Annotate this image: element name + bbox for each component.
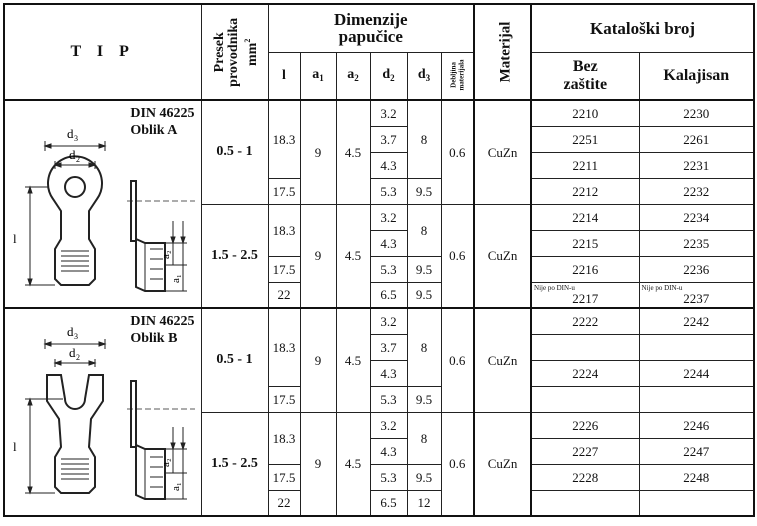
d3-b1-0: 8 — [407, 308, 441, 386]
l-b2-0: 18.3 — [268, 412, 300, 464]
svg-text:2: 2 — [76, 155, 80, 164]
l-a2-1: 17.5 — [268, 256, 300, 282]
d2-b1-1: 3.7 — [370, 334, 407, 360]
a1-b1: 9 — [300, 308, 336, 412]
d2-b1-0: 3.2 — [370, 308, 407, 334]
svg-text:2: 2 — [76, 353, 80, 362]
bez-a2-0: 2214 — [531, 204, 639, 230]
l-b2-2: 22 — [268, 490, 300, 516]
deb-a2: 0.6 — [441, 204, 474, 308]
bez-b2-1: 2227 — [531, 438, 639, 464]
bez-zastite-header: Bez zaštite — [531, 52, 639, 100]
shape-a-title: DIN 46225 Oblik A — [130, 106, 195, 138]
bez-a1-1: 2251 — [531, 126, 639, 152]
kal-a2-0: 2234 — [639, 204, 754, 230]
dimenzije-header: Dimenzije papučice — [268, 4, 474, 52]
presek-a1: 0.5 - 1 — [201, 100, 268, 204]
kal-b2-2: 2248 — [639, 464, 754, 490]
l-b1-1: 17.5 — [268, 386, 300, 412]
shape-b-title: DIN 46225 Oblik B — [130, 314, 195, 346]
kal-b2-1: 2247 — [639, 438, 754, 464]
d3-a1-0: 8 — [407, 100, 441, 178]
l-a1-1: 17.5 — [268, 178, 300, 204]
presek-header — [201, 4, 268, 100]
kal-a2-1: 2235 — [639, 230, 754, 256]
bez-a2-1: 2215 — [531, 230, 639, 256]
a1-a1: 9 — [300, 100, 336, 204]
d2-a1-3: 5.3 — [370, 178, 407, 204]
bez-b1-empty — [531, 334, 639, 360]
d2-b2-2: 5.3 — [370, 464, 407, 490]
d2-a1-1: 3.7 — [370, 126, 407, 152]
catalog-table-wrapper — [3, 3, 755, 517]
tip-header: T I P — [4, 4, 201, 100]
d3-a2-0: 8 — [407, 204, 441, 256]
d3-b2-1: 9.5 — [407, 464, 441, 490]
l-a2-0: 18.3 — [268, 204, 300, 256]
d3-b2-0: 8 — [407, 412, 441, 464]
bez-b1-0: 2222 — [531, 308, 639, 334]
col-d3-header: $d_3$ — [407, 52, 441, 100]
bez-a2-3: Nije po DIN-u 2217 — [531, 282, 639, 308]
bez-a1-3: 2212 — [531, 178, 639, 204]
dim-label-a1: a₁ — [170, 274, 182, 283]
svg-text:3: 3 — [74, 134, 78, 143]
d2-a2-2: 5.3 — [370, 256, 407, 282]
bez-b1-empty2 — [531, 386, 639, 412]
presek-a2: 1.5 - 2.5 — [201, 204, 268, 308]
dim-label-a1-b: a₁ — [170, 482, 182, 491]
d2-a2-1: 4.3 — [370, 230, 407, 256]
kal-a1-0: 2230 — [639, 100, 754, 126]
mat-a2: CuZn — [474, 204, 531, 308]
d2-b2-0: 3.2 — [370, 412, 407, 438]
dim-label-l-b: l — [13, 439, 17, 454]
bez-a1-2: 2211 — [531, 152, 639, 178]
kal-b1-0: 2242 — [639, 308, 754, 334]
fork-terminal-b-drawing — [5, 309, 201, 516]
kal-a1-1: 2261 — [639, 126, 754, 152]
mat-a1: CuZn — [474, 100, 531, 204]
bez-a2-2: 2216 — [531, 256, 639, 282]
l-b2-1: 17.5 — [268, 464, 300, 490]
d3-b2-2: 12 — [407, 490, 441, 516]
kal-a2-2: 2236 — [639, 256, 754, 282]
katalog-header: Kataloški broj — [531, 4, 754, 52]
col-debljina-header: Debljina materijala — [441, 52, 474, 100]
d3-a1-1: 9.5 — [407, 178, 441, 204]
kal-b2-0: 2246 — [639, 412, 754, 438]
dim-label-l: l — [13, 231, 17, 246]
col-d2-header: $d_2$ — [370, 52, 407, 100]
mat-b1: CuZn — [474, 308, 531, 412]
d3-a2-1: 9.5 — [407, 256, 441, 282]
dim-label-d2-b: d — [69, 345, 76, 360]
l-a2-2: 22 — [268, 282, 300, 308]
d2-a1-2: 4.3 — [370, 152, 407, 178]
kal-b1-1: 2244 — [639, 360, 754, 386]
a1-b2: 9 — [300, 412, 336, 516]
bez-b2-2: 2228 — [531, 464, 639, 490]
svg-text:3: 3 — [74, 332, 78, 341]
d2-a2-0: 3.2 — [370, 204, 407, 230]
col-l-header: l — [268, 52, 300, 100]
ring-terminal-a-drawing — [5, 101, 201, 308]
a2-a1: 4.5 — [336, 100, 370, 204]
l-a1-0: 18.3 — [268, 100, 300, 178]
kal-a1-3: 2232 — [639, 178, 754, 204]
deb-b2: 0.6 — [441, 412, 474, 516]
dim-label-d3: d — [67, 126, 74, 141]
dim-label-a2-b: a₂ — [160, 458, 172, 467]
l-b1-0: 18.3 — [268, 308, 300, 386]
col-a2-header: $a_2$ — [336, 52, 370, 100]
d2-b1-2: 4.3 — [370, 360, 407, 386]
d3-b1-1: 9.5 — [407, 386, 441, 412]
shape-a-drawing-cell — [4, 100, 201, 308]
dim-label-d2: d — [69, 147, 76, 162]
presek-b2: 1.5 - 2.5 — [201, 412, 268, 516]
d2-b1-3: 5.3 — [370, 386, 407, 412]
dim-label-a2: a₂ — [160, 250, 172, 259]
deb-b1: 0.6 — [441, 308, 474, 412]
d2-a2-3: 6.5 — [370, 282, 407, 308]
kal-a2-3: Nije po DIN-u 2237 — [639, 282, 754, 308]
a1-a2: 9 — [300, 204, 336, 308]
d2-b2-1: 4.3 — [370, 438, 407, 464]
d2-b2-3: 6.5 — [370, 490, 407, 516]
kal-b1-empty — [639, 334, 754, 360]
shape-b-drawing-cell — [4, 308, 201, 516]
kalajisan-header: Kalajisan — [639, 52, 754, 100]
bez-b1-1: 2224 — [531, 360, 639, 386]
kal-a1-2: 2231 — [639, 152, 754, 178]
a2-b2: 4.5 — [336, 412, 370, 516]
a2-a2: 4.5 — [336, 204, 370, 308]
deb-a1: 0.6 — [441, 100, 474, 204]
dim-label-d3-b: d — [67, 324, 74, 339]
d3-a2-2: 9.5 — [407, 282, 441, 308]
bez-b2-empty — [531, 490, 639, 516]
presek-b1: 0.5 - 1 — [201, 308, 268, 412]
mat-b2: CuZn — [474, 412, 531, 516]
presek-header-text: Presek provodnika $mm^2$ — [211, 17, 260, 87]
kal-b2-empty — [639, 490, 754, 516]
bez-a1-0: 2210 — [531, 100, 639, 126]
a2-b1: 4.5 — [336, 308, 370, 412]
materijal-header: Materijal — [474, 4, 531, 100]
ring-terminal-catalog-table — [3, 3, 755, 517]
kal-b1-empty2 — [639, 386, 754, 412]
d2-a1-0: 3.2 — [370, 100, 407, 126]
bez-b2-0: 2226 — [531, 412, 639, 438]
col-a1-header: $a_1$ — [300, 52, 336, 100]
